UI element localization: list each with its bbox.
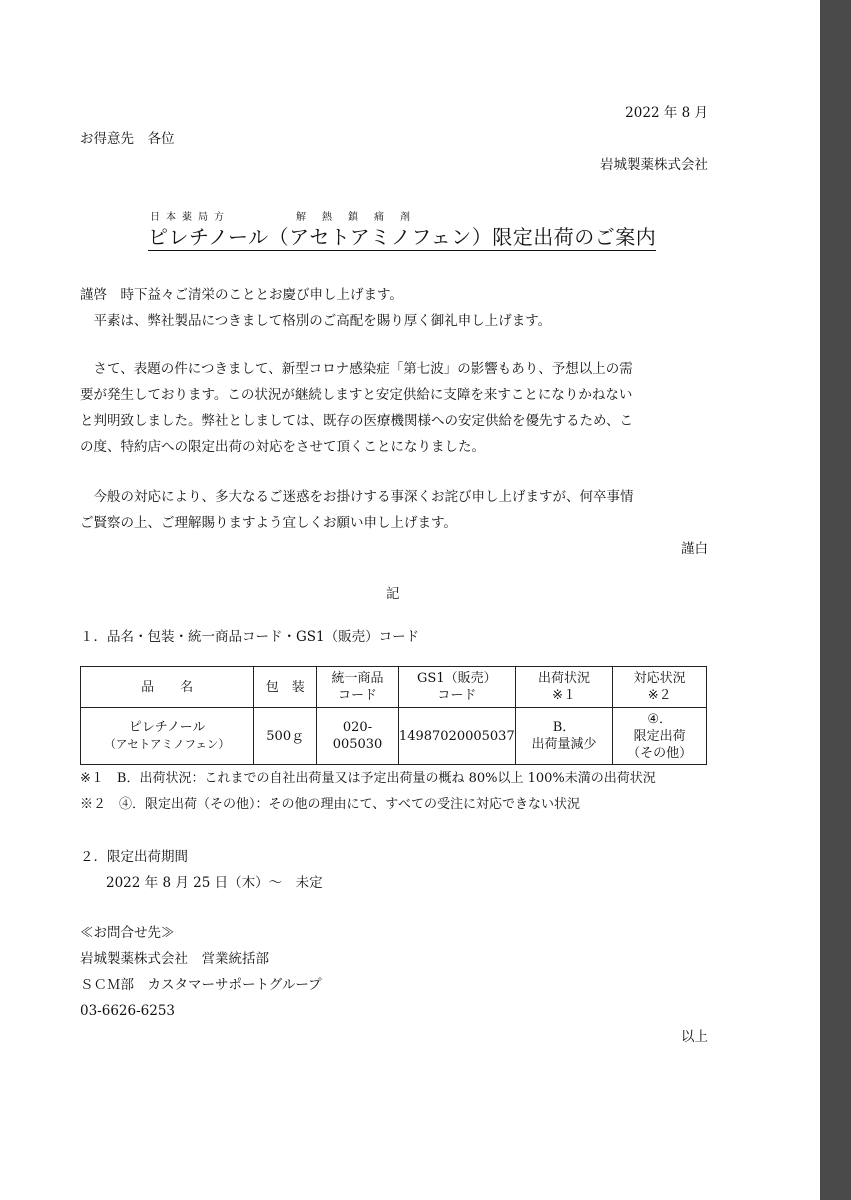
document-date: 2022 年 8 月: [625, 105, 708, 121]
cell-gs1-code: 14987020005037: [398, 708, 515, 765]
table-header-row: [81, 667, 707, 708]
footnote: ※２ ④．限定出荷（その他）：その他の理由にて、すべての受注に対応できない状況: [80, 797, 580, 812]
cell-response-status: ④． 限定出荷 （その他）: [613, 708, 707, 765]
end-mark: 以上: [681, 1029, 708, 1045]
product-table: [80, 666, 707, 765]
cell-package: 500ｇ: [254, 708, 317, 765]
body-line: 謹啓 時下益々ご清栄のこととお慶び申し上げます。: [80, 287, 403, 303]
shipping-period: 2022 年 8 月 25 日（木）～ 未定: [106, 875, 323, 891]
closing-word: 謹白: [681, 541, 708, 557]
contact-company: 岩城製薬株式会社 営業統括部: [80, 951, 269, 967]
body-line: ご賢察の上、ご理解賜りますよう宜しくお願い申し上げます。: [80, 515, 457, 531]
body-line: と判明致しました。弊社としましては、既存の医療機関様への安定供給を優先するため、こ: [80, 413, 633, 429]
section-heading: １．品名・包装・統一商品コード・GS1（販売）コード: [80, 629, 420, 645]
ruby-antipyretic: 解熱鎮痛剤: [296, 212, 426, 223]
body-line: 平素は、弊社製品につきまして格別のご高配を賜り厚く御礼申し上げます。: [80, 313, 552, 329]
document-title: ピレチノール（アセトアミノフェン）限定出荷のご案内: [148, 225, 657, 249]
footnote: ※１ B．出荷状況：これまでの自社出荷量又は予定出荷量の概ね 80%以上 100%未満の出荷状況: [80, 771, 656, 786]
section-heading: ２．限定出荷期間: [80, 849, 188, 865]
body-line: の度、特約店への限定出荷の対応をさせて頂くことになりました。: [80, 439, 485, 455]
contact-heading: ≪お問合せ先≫: [80, 925, 175, 941]
body-line: 要が発生しております。この状況が継続しますと安定供給に支障を来すことになりかねない: [80, 387, 633, 403]
header-gs1-code: GS1（販売） コード: [398, 667, 515, 708]
contact-department: ＳＣＭ部 カスタマーサポートグループ: [80, 977, 322, 993]
table-row: [81, 708, 707, 765]
title-ruby: [150, 208, 470, 222]
header-shipping-status: 出荷状況 ※１: [515, 667, 613, 708]
header-name: 品 名: [81, 667, 254, 708]
header-unified-code: 統一商品 コード: [317, 667, 399, 708]
cell-shipping-status: B． 出荷量減少: [515, 708, 613, 765]
cell-product-name: ピレチノール （アセトアミノフェン）: [81, 708, 254, 765]
ruby-pharmacopoeia: 日本薬局方: [150, 212, 230, 223]
sender-company: 岩城製薬株式会社: [600, 157, 708, 173]
body-line: 今般の対応により、多大なるご迷惑をお掛けする事深くお詫び申し上げますが、何卒事情: [80, 489, 634, 505]
ki-heading: 記: [386, 586, 400, 602]
cell-unified-code: 020- 005030: [317, 708, 399, 765]
viewer-background: [820, 0, 851, 1200]
recipient-line: お得意先 各位: [80, 131, 175, 147]
body-line: さて、表題の件につきまして、新型コロナ感染症「第七波」の影響もあり、予想以上の需: [80, 361, 633, 377]
header-response-status: 対応状況 ※２: [613, 667, 707, 708]
contact-phone: 03-6626-6253: [80, 1003, 176, 1019]
header-package: 包 装: [254, 667, 317, 708]
